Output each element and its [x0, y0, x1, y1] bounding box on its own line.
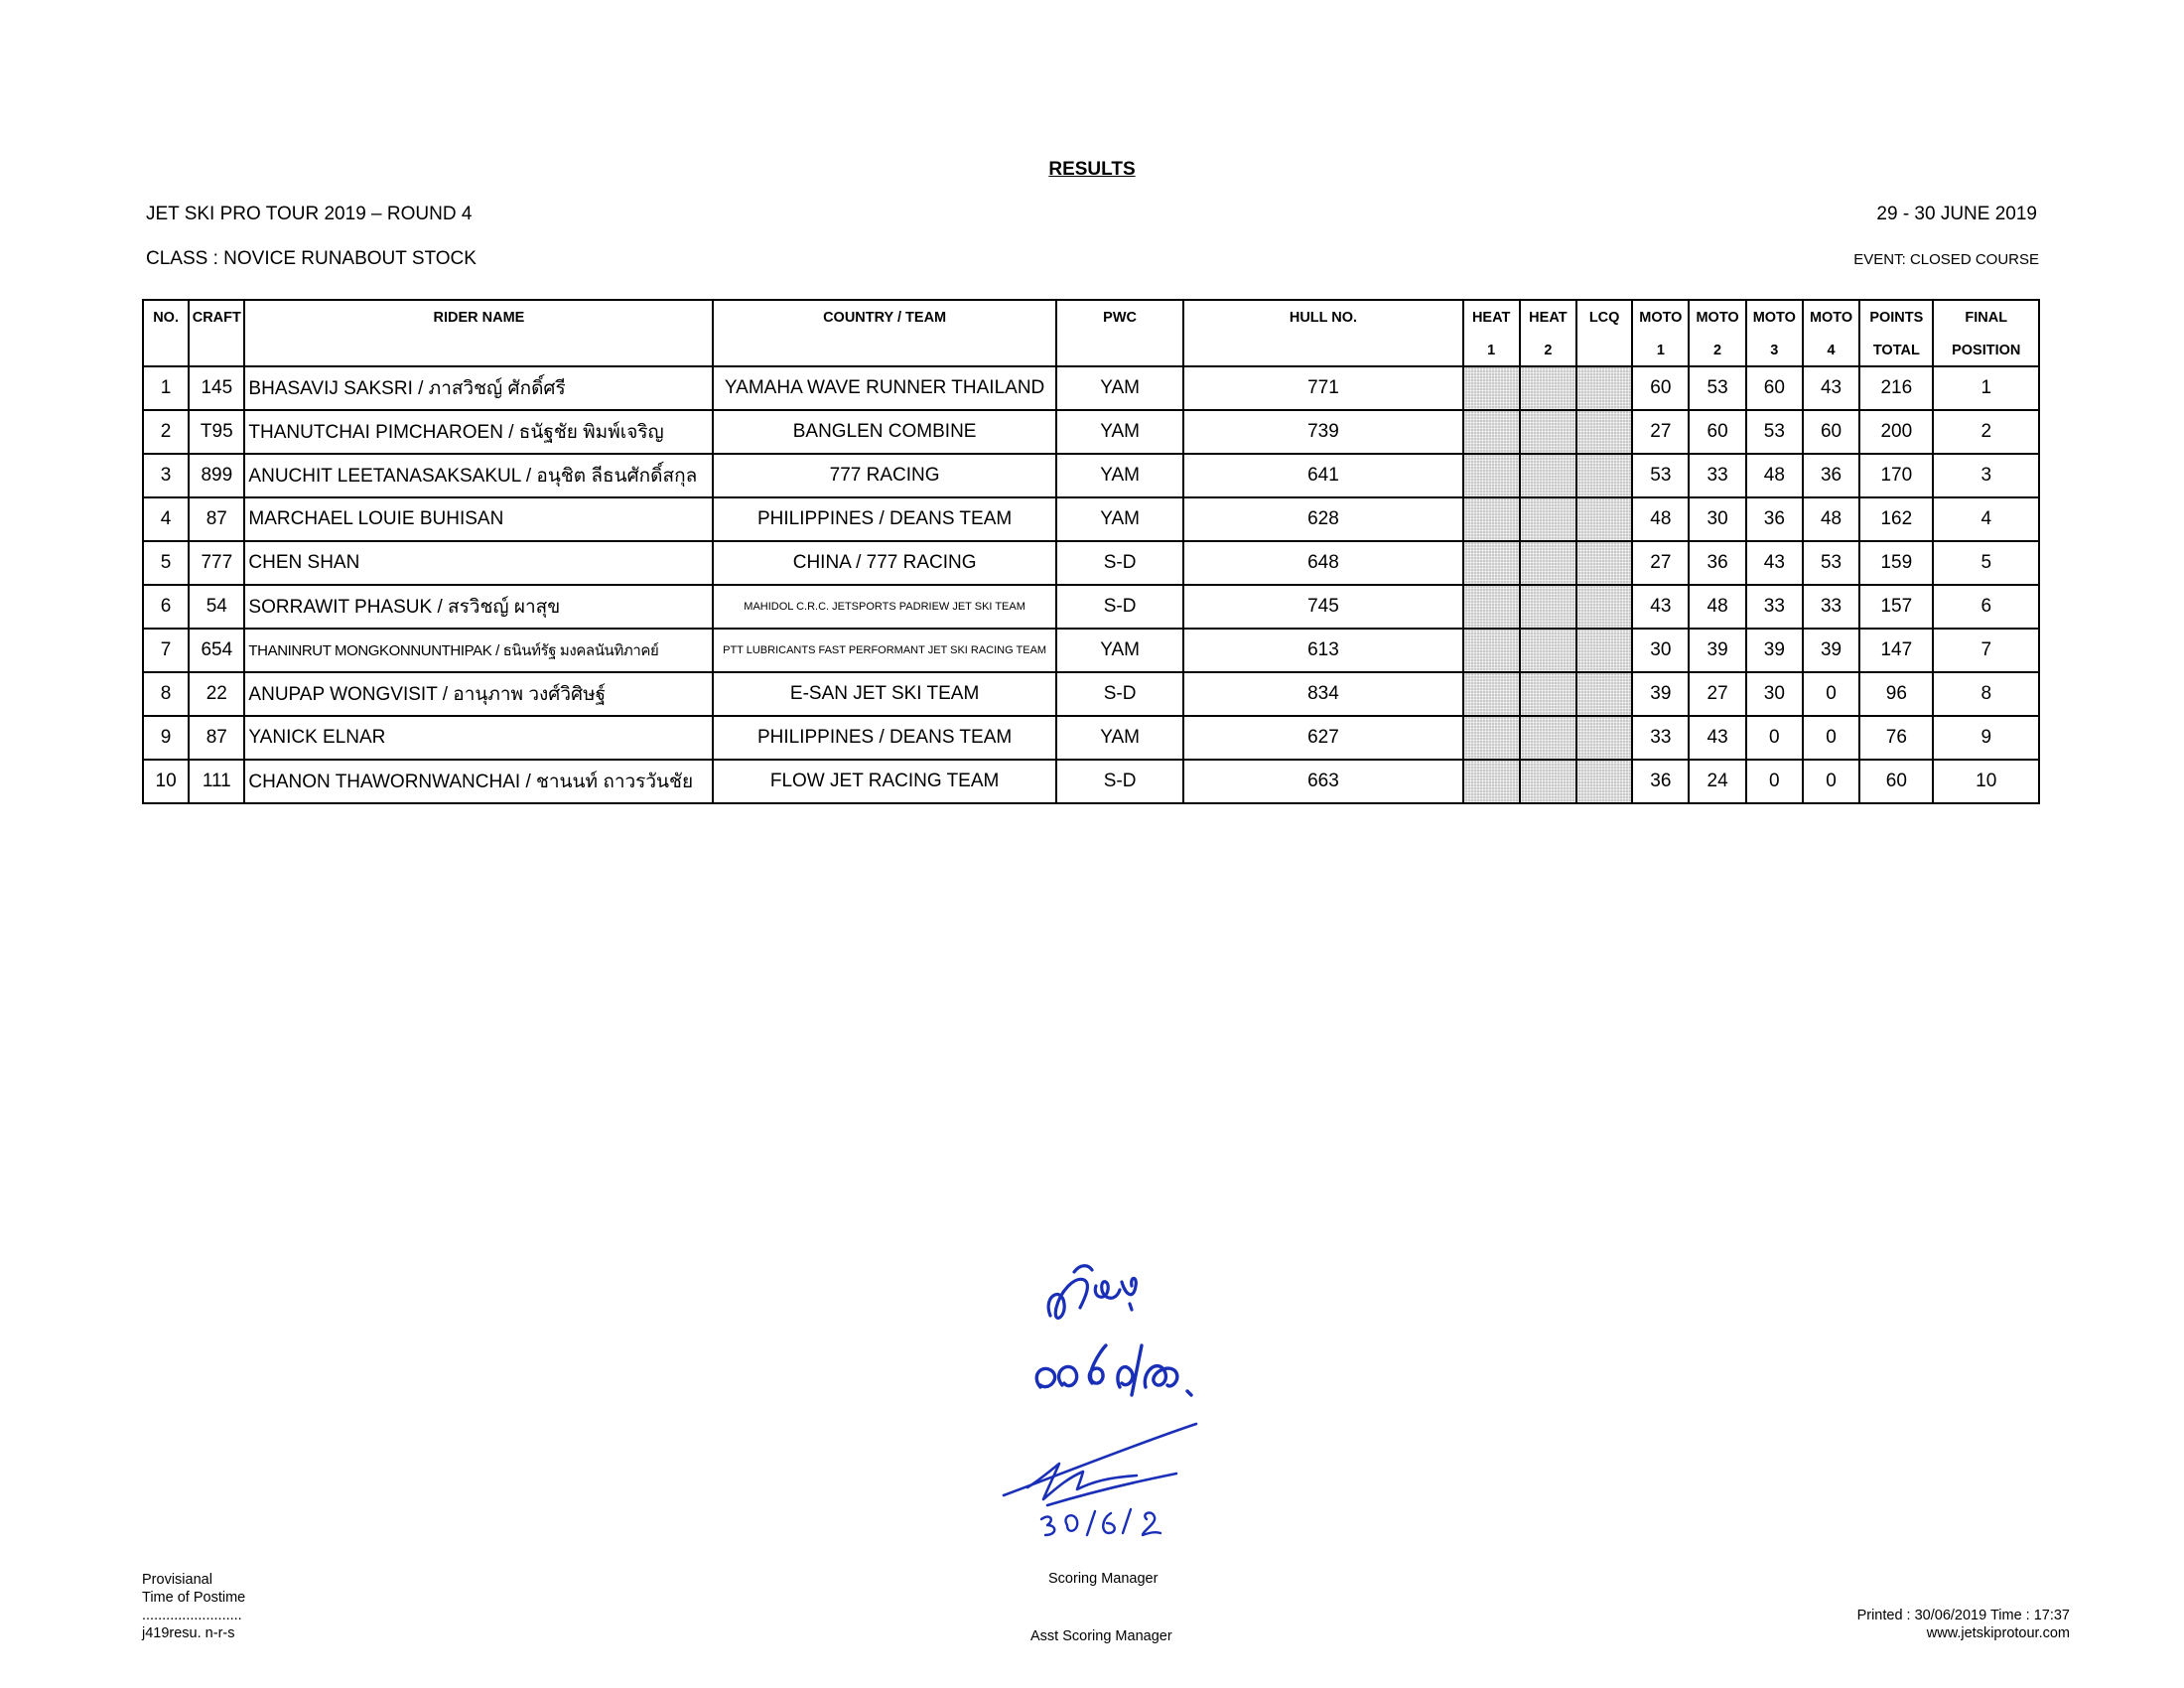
file-code: j419resu. n-r-s	[142, 1625, 235, 1641]
column-header	[1056, 300, 1184, 366]
heat-1-cell	[1463, 410, 1520, 454]
column-header-line1: MOTO	[1696, 310, 1739, 326]
country-team: YAMAHA WAVE RUNNER THAILAND	[713, 366, 1055, 410]
column-header-line2: 2	[1544, 343, 1553, 358]
points-total: 147	[1859, 629, 1933, 672]
rider-name: CHEN SHAN	[244, 541, 713, 585]
postime-dots: .........................	[142, 1608, 242, 1623]
moto-4-points: 39	[1803, 629, 1859, 672]
moto-1-points: 36	[1632, 760, 1689, 803]
final-position: 8	[1933, 672, 2039, 716]
lcq-cell	[1576, 366, 1632, 410]
table-row	[143, 541, 2039, 585]
moto-2-points: 39	[1689, 629, 1745, 672]
table-row	[143, 497, 2039, 541]
craft-number: 654	[189, 629, 244, 672]
points-total: 60	[1859, 760, 1933, 803]
page-title: RESULTS	[1048, 159, 1136, 180]
column-header	[189, 300, 244, 366]
country-team: FLOW JET RACING TEAM	[713, 760, 1055, 803]
column-header	[244, 300, 713, 366]
final-position: 7	[1933, 629, 2039, 672]
moto-4-points: 60	[1803, 410, 1859, 454]
final-position: 5	[1933, 541, 2039, 585]
moto-1-points: 33	[1632, 716, 1689, 760]
points-total: 157	[1859, 585, 1933, 629]
final-position: 2	[1933, 410, 2039, 454]
final-position: 9	[1933, 716, 2039, 760]
column-header-line2: 1	[1656, 343, 1665, 358]
heat-1-cell	[1463, 497, 1520, 541]
column-header-line1: FINAL	[1965, 310, 2008, 326]
column-header-line1: RIDER NAME	[433, 310, 525, 326]
asst-scoring-manager-label: Asst Scoring Manager	[1030, 1628, 1172, 1644]
final-position: 1	[1933, 366, 2039, 410]
column-header-line1: NO.	[153, 310, 179, 326]
pwc: S-D	[1056, 585, 1184, 629]
column-header-line1: COUNTRY / TEAM	[823, 310, 947, 326]
final-position: 4	[1933, 497, 2039, 541]
row-number: 5	[143, 541, 189, 585]
final-position: 6	[1933, 585, 2039, 629]
heat-2-cell	[1520, 629, 1576, 672]
pwc: S-D	[1056, 672, 1184, 716]
moto-1-points: 27	[1632, 410, 1689, 454]
heat-1-cell	[1463, 366, 1520, 410]
points-total: 96	[1859, 672, 1933, 716]
heat-2-cell	[1520, 760, 1576, 803]
signature-asst-scoring-manager	[998, 1420, 1226, 1554]
rider-name: ANUCHIT LEETANASAKSAKUL / อนุชิต ลีธนศักดิ์สกุล	[244, 454, 713, 497]
heat-2-cell	[1520, 366, 1576, 410]
heat-2-cell	[1520, 585, 1576, 629]
moto-4-points: 33	[1803, 585, 1859, 629]
rider-name: ANUPAP WONGVISIT / อานุภาพ วงศ์วิศิษฐ์	[244, 672, 713, 716]
country-team: PTT LUBRICANTS FAST PERFORMANT JET SKI RACING TEAM	[713, 629, 1055, 672]
website-link[interactable]: www.jetskiprotour.com	[1926, 1625, 2070, 1641]
printed-timestamp: Printed : 30/06/2019 Time : 17:37	[1856, 1608, 2070, 1623]
table-row	[143, 454, 2039, 497]
column-header	[1803, 300, 1859, 366]
moto-2-points: 53	[1689, 366, 1745, 410]
column-header	[1933, 300, 2039, 366]
heat-1-cell	[1463, 760, 1520, 803]
moto-4-points: 0	[1803, 672, 1859, 716]
craft-number: 145	[189, 366, 244, 410]
table-row	[143, 585, 2039, 629]
heat-2-cell	[1520, 541, 1576, 585]
table-row	[143, 760, 2039, 803]
column-header-line2: TOTAL	[1872, 343, 1920, 358]
hull-number: 745	[1183, 585, 1462, 629]
column-header	[1463, 300, 1520, 366]
column-header-line1: MOTO	[1639, 310, 1683, 326]
rider-name: MARCHAEL LOUIE BUHISAN	[244, 497, 713, 541]
moto-2-points: 30	[1689, 497, 1745, 541]
column-header-line2: 4	[1827, 343, 1836, 358]
heat-1-cell	[1463, 716, 1520, 760]
hull-number: 648	[1183, 541, 1462, 585]
table-row	[143, 366, 2039, 410]
lcq-cell	[1576, 672, 1632, 716]
rider-name: THANUTCHAI PIMCHAROEN / ธนัฐชัย พิมพ์เจริญ	[244, 410, 713, 454]
pwc: YAM	[1056, 497, 1184, 541]
column-header	[1746, 300, 1803, 366]
points-total: 170	[1859, 454, 1933, 497]
column-header	[1183, 300, 1462, 366]
heat-2-cell	[1520, 410, 1576, 454]
moto-2-points: 43	[1689, 716, 1745, 760]
moto-1-points: 48	[1632, 497, 1689, 541]
moto-2-points: 27	[1689, 672, 1745, 716]
moto-4-points: 0	[1803, 716, 1859, 760]
moto-3-points: 33	[1746, 585, 1803, 629]
moto-1-points: 53	[1632, 454, 1689, 497]
footer-left	[142, 1571, 245, 1642]
column-header-line1: CRAFT	[192, 310, 241, 326]
lcq-cell	[1576, 585, 1632, 629]
heat-1-cell	[1463, 541, 1520, 585]
column-header	[1632, 300, 1689, 366]
row-number: 3	[143, 454, 189, 497]
heat-1-cell	[1463, 629, 1520, 672]
moto-3-points: 36	[1746, 497, 1803, 541]
print-info	[1857, 1607, 2070, 1642]
points-total: 162	[1859, 497, 1933, 541]
table-row	[143, 672, 2039, 716]
heat-1-cell	[1463, 672, 1520, 716]
hull-number: 739	[1183, 410, 1462, 454]
sig2-text: 30/6/62	[998, 1420, 1002, 1421]
moto-4-points: 43	[1803, 366, 1859, 410]
pwc: YAM	[1056, 629, 1184, 672]
column-header	[1520, 300, 1576, 366]
race-class: CLASS : NOVICE RUNABOUT STOCK	[146, 248, 477, 269]
craft-number: T95	[189, 410, 244, 454]
table-header-row	[143, 300, 2039, 366]
hull-number: 628	[1183, 497, 1462, 541]
column-header-line1: MOTO	[1809, 310, 1853, 326]
column-header	[1859, 300, 1933, 366]
final-position: 3	[1933, 454, 2039, 497]
lcq-cell	[1576, 410, 1632, 454]
column-header-line1: HULL NO.	[1289, 310, 1358, 326]
column-header-line2: 3	[1770, 343, 1779, 358]
points-total: 216	[1859, 366, 1933, 410]
country-team: CHINA / 777 RACING	[713, 541, 1055, 585]
country-team: BANGLEN COMBINE	[713, 410, 1055, 454]
column-header-line2: 1	[1487, 343, 1496, 358]
moto-3-points: 0	[1746, 760, 1803, 803]
craft-number: 899	[189, 454, 244, 497]
time-of-postime-label: Time of Postime	[142, 1590, 246, 1606]
moto-1-points: 30	[1632, 629, 1689, 672]
pwc: YAM	[1056, 366, 1184, 410]
moto-1-points: 43	[1632, 585, 1689, 629]
heat-2-cell	[1520, 454, 1576, 497]
row-number: 2	[143, 410, 189, 454]
row-number: 1	[143, 366, 189, 410]
table-row	[143, 716, 2039, 760]
points-total: 159	[1859, 541, 1933, 585]
moto-2-points: 60	[1689, 410, 1745, 454]
hull-number: 627	[1183, 716, 1462, 760]
rider-name: THANINRUT MONGKONNUNTHIPAK / ธนินท์รัฐ มงคลนันทิภาคย์	[244, 629, 713, 672]
moto-4-points: 48	[1803, 497, 1859, 541]
row-number: 7	[143, 629, 189, 672]
row-number: 9	[143, 716, 189, 760]
column-header	[1576, 300, 1632, 366]
moto-3-points: 30	[1746, 672, 1803, 716]
craft-number: 54	[189, 585, 244, 629]
column-header-line2: POSITION	[1952, 343, 2021, 358]
craft-number: 87	[189, 716, 244, 760]
column-header-line1: POINTS	[1869, 310, 1924, 326]
results-table	[142, 299, 2040, 804]
moto-1-points: 39	[1632, 672, 1689, 716]
pwc: S-D	[1056, 541, 1184, 585]
column-header	[143, 300, 189, 366]
country-team: MAHIDOL C.R.C. JETSPORTS PADRIEW JET SKI TEAM	[713, 585, 1055, 629]
moto-3-points: 60	[1746, 366, 1803, 410]
craft-number: 87	[189, 497, 244, 541]
hull-number: 641	[1183, 454, 1462, 497]
signature-scoring-manager	[1023, 1256, 1221, 1415]
lcq-cell	[1576, 760, 1632, 803]
event-name: JET SKI PRO TOUR 2019 – ROUND 4	[146, 204, 473, 224]
moto-2-points: 36	[1689, 541, 1745, 585]
pwc: YAM	[1056, 716, 1184, 760]
moto-1-points: 60	[1632, 366, 1689, 410]
country-team: 777 RACING	[713, 454, 1055, 497]
craft-number: 777	[189, 541, 244, 585]
rider-name: CHANON THAWORNWANCHAI / ชานนท์ ถาวรวันชัย	[244, 760, 713, 803]
rider-name: YANICK ELNAR	[244, 716, 713, 760]
column-header-line2: 2	[1713, 343, 1722, 358]
row-number: 8	[143, 672, 189, 716]
heat-2-cell	[1520, 497, 1576, 541]
scoring-manager-label: Scoring Manager	[1048, 1571, 1159, 1587]
hull-number: 834	[1183, 672, 1462, 716]
rider-name: BHASAVIJ SAKSRI / ภาสวิชญ์ ศักดิ์ศรี	[244, 366, 713, 410]
moto-4-points: 36	[1803, 454, 1859, 497]
country-team: E-SAN JET SKI TEAM	[713, 672, 1055, 716]
country-team: PHILIPPINES / DEANS TEAM	[713, 497, 1055, 541]
hull-number: 663	[1183, 760, 1462, 803]
moto-3-points: 39	[1746, 629, 1803, 672]
moto-4-points: 0	[1803, 760, 1859, 803]
sig1-text: 30/6/62	[1023, 1256, 1026, 1257]
moto-2-points: 33	[1689, 454, 1745, 497]
table-row	[143, 410, 2039, 454]
row-number: 10	[143, 760, 189, 803]
moto-2-points: 24	[1689, 760, 1745, 803]
column-header	[1689, 300, 1745, 366]
lcq-cell	[1576, 454, 1632, 497]
moto-3-points: 43	[1746, 541, 1803, 585]
points-total: 200	[1859, 410, 1933, 454]
column-header-line1: MOTO	[1752, 310, 1796, 326]
lcq-cell	[1576, 497, 1632, 541]
moto-2-points: 48	[1689, 585, 1745, 629]
heat-2-cell	[1520, 672, 1576, 716]
hull-number: 771	[1183, 366, 1462, 410]
craft-number: 22	[189, 672, 244, 716]
column-header-line1: LCQ	[1588, 310, 1620, 326]
heat-1-cell	[1463, 454, 1520, 497]
row-number: 6	[143, 585, 189, 629]
pwc: YAM	[1056, 410, 1184, 454]
lcq-cell	[1576, 629, 1632, 672]
points-total: 76	[1859, 716, 1933, 760]
moto-3-points: 53	[1746, 410, 1803, 454]
moto-1-points: 27	[1632, 541, 1689, 585]
hull-number: 613	[1183, 629, 1462, 672]
craft-number: 111	[189, 760, 244, 803]
provisional-label: Provisianal	[142, 1572, 212, 1588]
country-team: PHILIPPINES / DEANS TEAM	[713, 716, 1055, 760]
heat-2-cell	[1520, 716, 1576, 760]
lcq-cell	[1576, 716, 1632, 760]
moto-3-points: 48	[1746, 454, 1803, 497]
row-number: 4	[143, 497, 189, 541]
table-row	[143, 629, 2039, 672]
pwc: YAM	[1056, 454, 1184, 497]
column-header-line1: PWC	[1103, 310, 1138, 326]
final-position: 10	[1933, 760, 2039, 803]
column-header	[713, 300, 1055, 366]
event-type: EVENT: CLOSED COURSE	[1853, 251, 2039, 268]
pwc: S-D	[1056, 760, 1184, 803]
moto-3-points: 0	[1746, 716, 1803, 760]
column-header-line1: HEAT	[1471, 310, 1511, 326]
column-header-line1: HEAT	[1529, 310, 1568, 326]
heat-1-cell	[1463, 585, 1520, 629]
lcq-cell	[1576, 541, 1632, 585]
rider-name: SORRAWIT PHASUK / สรวิชญ์ ผาสุข	[244, 585, 713, 629]
event-dates: 29 - 30 JUNE 2019	[1876, 204, 2037, 224]
moto-4-points: 53	[1803, 541, 1859, 585]
